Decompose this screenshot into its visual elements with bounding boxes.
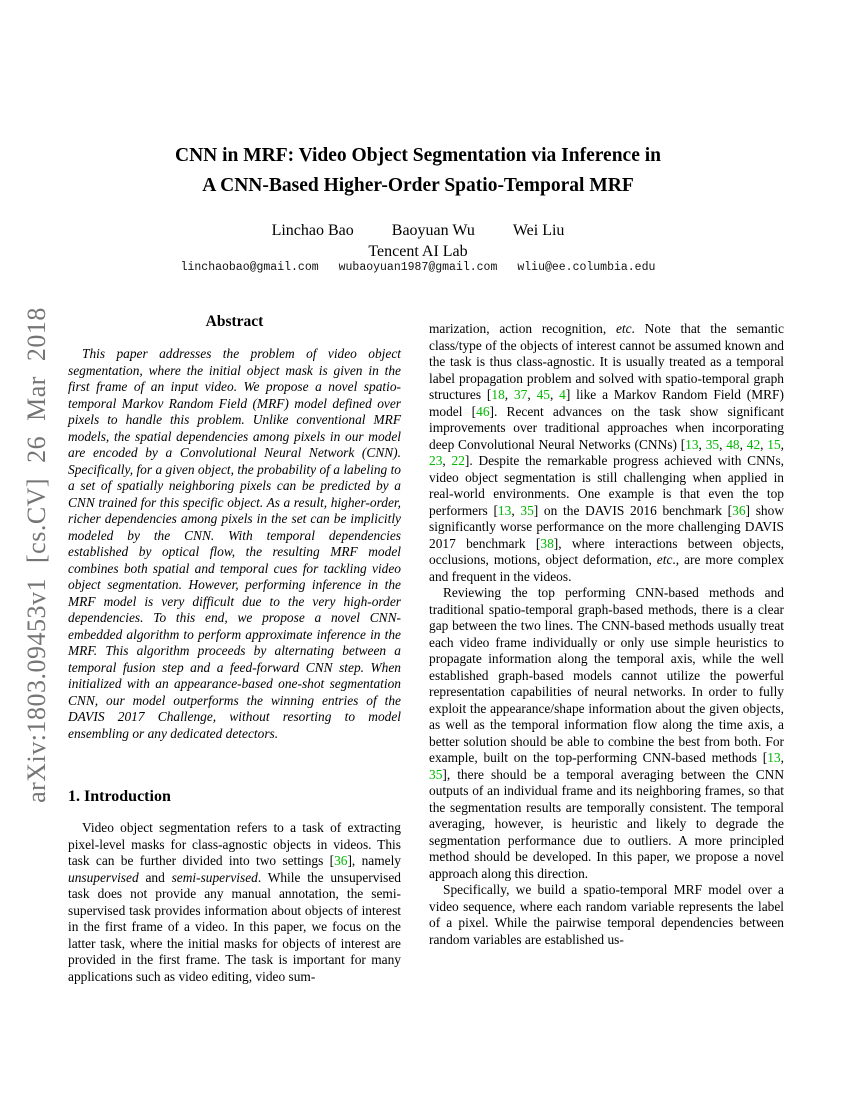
abstract-heading: Abstract	[205, 313, 264, 330]
citation-link[interactable]: 48	[726, 436, 740, 452]
text-segment: ] show significantly worse performance on the more challenging DAVIS 2017 benchmark [	[429, 502, 784, 551]
citation-link[interactable]: 36	[732, 502, 746, 518]
citation-link[interactable]: 38	[540, 535, 554, 551]
text-segment: ,	[780, 436, 785, 452]
text-segment: ]. Recent advances on the task show significant improvements over traditional approaches when incorporating deep Convolutional Neural Networks (CNNs) [	[429, 403, 784, 452]
body-paragraph	[429, 585, 784, 882]
author-name: Baoyuan Wu	[391, 222, 475, 239]
email-row	[48, 261, 788, 275]
body-paragraph	[429, 321, 784, 585]
text-segment: Specifically, we build a spatio-temporal MRF model over a video sequence, where each random variable represents the label of a pixel. While the pairwise temporal dependencies between random variables are established us-	[429, 882, 784, 947]
body-paragraph	[429, 882, 784, 948]
text-segment: . While the unsupervised task does not provide any manual annotation, the semi-supervised task provides information about objects of interest in the first frame of a video. In this paper, we focus on the latter task, where the initial masks for objects of interest are provided in the first frame. The task is important for many applications such as video editing, video sum-	[68, 869, 402, 984]
citation-link[interactable]: 35	[520, 502, 534, 518]
citation-link[interactable]: 13	[685, 436, 699, 452]
text-segment: marization, action recognition,	[429, 321, 616, 336]
intro-paragraph	[68, 820, 401, 985]
left-column	[68, 313, 401, 985]
citation-link[interactable]: 13	[497, 502, 512, 518]
text-segment: ] like a Markov Random Field (MRF) model [	[429, 387, 784, 419]
citation-link[interactable]: 4	[559, 387, 566, 402]
citation-link[interactable]: 18	[491, 387, 505, 402]
author-name: Linchao Bao	[271, 222, 354, 239]
arxiv-watermark: arXiv:1803.09453v1 [cs.CV] 26 Mar 2018	[22, 307, 51, 803]
text-segment: etc	[615, 321, 632, 336]
title-line-1: CNN in MRF: Video Object Segmentation via Inference in	[174, 145, 661, 166]
text-segment: ,	[719, 436, 727, 452]
abstract-paragraph: This paper addresses the problem of video object segmentation, where the initial object mask is given in the first frame of an input video. We propose a novel spatio-temporal Markov Random Field (MRF) model defined over pixels to handle this problem. Unlike conventional MRF models, the spatial dependencies among pixels in our model are encoded by a Convolutional Neural Network (CNN). Specifically, for a given object, the probability of a labeling to a set of spatially neighboring pixels can be predicted by a CNN trained for this specific object. As a result, higher-order, richer dependencies among pixels in the set can be implicitly modeled by the CNN. With temporal dependencies established by optical flow, the resulting MRF model combines both spatial and temporal cues for tackling video object segmentation. However, performing inference in the MRF model is very difficult due to the very high-order dependencies. To this end, we propose a novel CNN-embedded algorithm to perform approximate inference in the MRF. This algorithm proceeds by alternating between a temporal fusion step and a feed-forward CNN step. When initialized with an appearance-based one-shot segmentation CNN, our model outperforms the winning entries of the DAVIS 2017 Challenge, without resorting to model ensembling or any dedicated detectors.	[68, 346, 401, 741]
text-segment: ,	[549, 387, 560, 402]
citation-link[interactable]: 37	[513, 387, 528, 402]
title-line-2: A CNN-Based Higher-Order Spatio-Temporal MRF	[202, 175, 634, 196]
citation-link[interactable]: 23	[429, 453, 443, 468]
text-segment: Video object segmentation refers to a task of extracting pixel-level masks for class-agnostic objects in videos. This task can be further divided into two settings [	[68, 820, 401, 868]
email-address: wubaoyuan1987@gmail.com	[338, 261, 498, 274]
text-segment: ,	[780, 750, 784, 765]
email-address: linchaobao@gmail.com	[180, 261, 319, 274]
citation-link[interactable]: 36	[334, 853, 348, 868]
text-segment: ], namely	[347, 853, 401, 868]
citation-link[interactable]: 22	[451, 453, 465, 468]
text-segment: ,	[739, 436, 747, 452]
text-segment: ], there should be a temporal averaging between the CNN outputs of an individual frame and its neighboring frames, so that the segmentation results are temporally consistent. The temporal averaging, however, is heuristic and likely to degrade the segmentation performance due to outliers. A more principled method should be developed. In this paper, we propose a novel approach along this direction.	[429, 766, 784, 881]
author-row	[78, 221, 758, 241]
text-segment: ]. Despite the remarkable progress achieved with CNNs, video object segmentation is still challenging when applied in real-world environments. One example is that even the top performers [	[429, 453, 785, 518]
text-segment: ], where interactions between objects, occlusions, motions, object deformation,	[429, 535, 784, 567]
citation-link[interactable]: 15	[767, 436, 781, 452]
citation-link[interactable]: 35	[429, 766, 443, 782]
citation-link[interactable]: 45	[536, 387, 550, 402]
section-heading-introduction: 1. Introduction	[68, 788, 171, 805]
text-segment: semi-supervised	[171, 869, 258, 885]
text-segment: ,	[511, 502, 521, 518]
text-segment: Reviewing the top performing CNN-based methods and traditional spatio-temporal graph-based methods, there is a clear gap between the two lines. The CNN-based methods usually treat each video frame individually or only use simple heuristics to propagate information along the temporal axis, while the well established graph-based models cannot utilize the powerful representation capabilities of neural networks. In order to fully exploit the appearance/shape information about the given objects, as well as the temporal information flow along the time axis, a better solution should be able to combine the best from both. For example, built on the top-performing CNN-based methods [	[429, 585, 784, 765]
email-address: wliu@ee.columbia.edu	[517, 261, 656, 274]
text-segment: ,	[504, 387, 514, 402]
text-segment: etc	[656, 552, 673, 567]
text-segment: ,	[442, 453, 452, 468]
text-segment: ,	[760, 436, 768, 452]
text-segment: . Note that the semantic class/type of the objects of interest cannot be assumed known and the task is thus class-agnostic. It is usually treated as a temporal label propagation problem and solved with spatio-temporal graph structures [	[429, 321, 784, 402]
right-column	[429, 321, 784, 948]
text-segment: unsupervised	[68, 869, 139, 885]
text-segment: ., are more complex and frequent in the videos.	[429, 552, 784, 584]
author-name: Wei Liu	[512, 222, 565, 239]
citation-link[interactable]: 35	[705, 436, 720, 452]
text-segment: ] on the DAVIS 2016 benchmark [	[533, 502, 733, 518]
paper-title	[78, 141, 758, 201]
citation-link[interactable]: 13	[767, 750, 781, 765]
affiliation: Tencent AI Lab	[368, 243, 468, 260]
text-segment: ,	[527, 387, 537, 402]
citation-link[interactable]: 46	[476, 403, 490, 419]
text-segment: ,	[698, 436, 706, 452]
text-segment: and	[138, 869, 172, 885]
citation-link[interactable]: 42	[746, 436, 761, 452]
